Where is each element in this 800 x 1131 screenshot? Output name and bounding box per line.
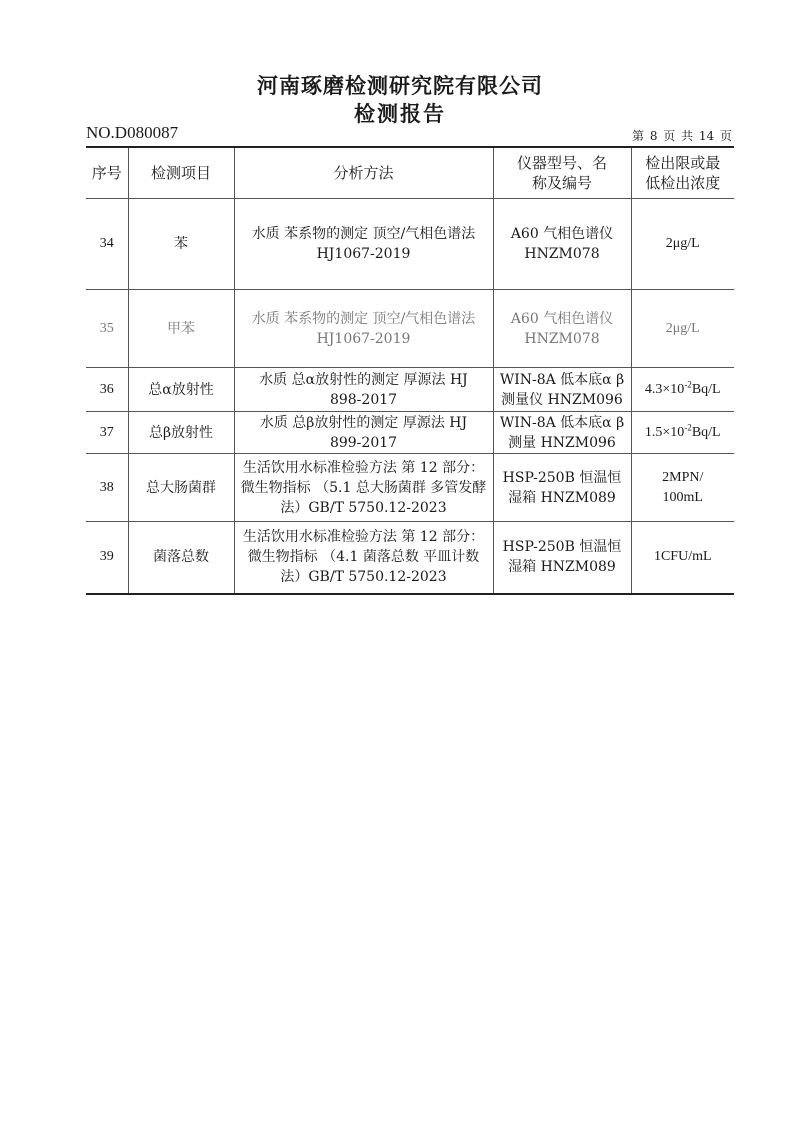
detection-limit: 2μg/L: [631, 199, 734, 290]
limit-unit: Bq/L: [691, 424, 721, 440]
limit-base: 1.5×10: [644, 424, 685, 440]
column-header-instrument: 仪器型号、名称及编号: [493, 147, 631, 199]
instrument: A60 气相色谱仪 HNZM078: [493, 199, 631, 290]
organization-name: 河南琢磨检测研究院有限公司: [257, 73, 543, 98]
row-number: 37: [86, 412, 128, 454]
limit-base: 4.3×10: [644, 381, 685, 397]
row-number: 36: [86, 368, 128, 412]
limit-exponent: -2: [684, 421, 692, 432]
table-row: [86, 199, 734, 290]
analysis-method: 水质 苯系物的测定 顶空/气相色谱法 HJ1067-2019: [234, 199, 493, 290]
analysis-method: 生活饮用水标准检验方法 第 12 部分：微生物指标 （4.1 菌落总数 平皿计数法）GB/T 5750.12-2023: [234, 522, 493, 594]
instrument: HSP-250B 恒温恒湿箱 HNZM089: [493, 522, 631, 594]
page-indicator: 第 8 页 共 14 页: [632, 129, 732, 143]
test-results-table: [86, 146, 734, 595]
analysis-method: 水质 总α放射性的测定 厚源法 HJ 898-2017: [234, 368, 493, 412]
analysis-method: 生活饮用水标准检验方法 第 12 部分：微生物指标 （5.1 总大肠菌群 多管发酵法）GB/T 5750.12-2023: [234, 454, 493, 522]
table-header-row: [86, 147, 734, 199]
report-number: NO.D080087: [86, 123, 179, 142]
table-row: [86, 290, 734, 368]
detection-limit: 2μg/L: [631, 290, 734, 368]
row-number: 39: [86, 522, 128, 594]
detection-limit: 1CFU/mL: [631, 522, 734, 594]
test-item: 总大肠菌群: [128, 454, 234, 522]
row-number: 34: [86, 199, 128, 290]
detection-limit: 2MPN/ 100mL: [631, 454, 734, 522]
table-row: [86, 522, 734, 594]
test-item: 总α放射性: [128, 368, 234, 412]
test-item: 苯: [128, 199, 234, 290]
test-item: 甲苯: [128, 290, 234, 368]
column-header-item: 检测项目: [128, 147, 234, 199]
instrument: WIN-8A 低本底α β 测量仪 HNZM096: [493, 368, 631, 412]
detection-limit: [631, 368, 734, 412]
column-header-no: 序号: [86, 147, 128, 199]
limit-exponent: -2: [684, 378, 692, 389]
table-row: [86, 454, 734, 522]
analysis-method: 水质 总β放射性的测定 厚源法 HJ 899-2017: [234, 412, 493, 454]
instrument: WIN-8A 低本底α β 测量 HNZM096: [493, 412, 631, 454]
row-number: 38: [86, 454, 128, 522]
table-row: [86, 368, 734, 412]
detection-limit: [631, 412, 734, 454]
table-row: [86, 412, 734, 454]
instrument: HSP-250B 恒温恒湿箱 HNZM089: [493, 454, 631, 522]
column-header-limit: 检出限或最低检出浓度: [631, 147, 734, 199]
test-item: 菌落总数: [128, 522, 234, 594]
column-header-method: 分析方法: [234, 147, 493, 199]
report-title: 检测报告: [354, 101, 446, 126]
instrument: A60 气相色谱仪 HNZM078: [493, 290, 631, 368]
limit-unit: Bq/L: [691, 381, 721, 397]
row-number: 35: [86, 290, 128, 368]
test-item: 总β放射性: [128, 412, 234, 454]
analysis-method: 水质 苯系物的测定 顶空/气相色谱法 HJ1067-2019: [234, 290, 493, 368]
